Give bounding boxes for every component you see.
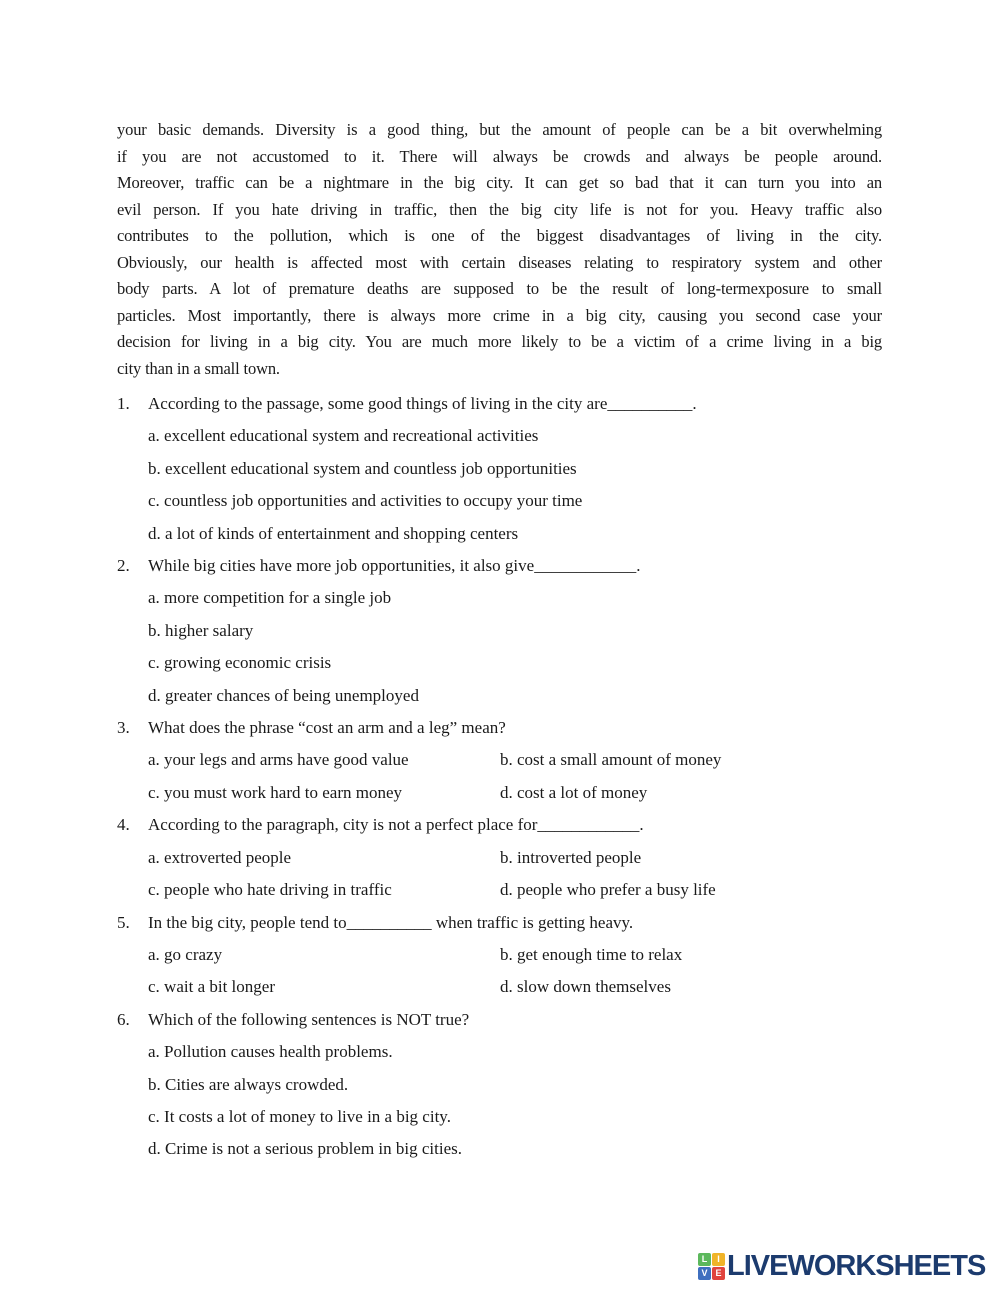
option-4c[interactable]: c. people who hate driving in traffic xyxy=(148,880,392,900)
option-2d[interactable]: d. greater chances of being unemployed xyxy=(148,685,419,705)
passage-line: evil person. If you hate driving in traffic, then the big city life is not for you. Heavy traffic also xyxy=(117,199,882,219)
options-question-2 xyxy=(117,582,882,712)
option-1b[interactable]: b. excellent educational system and countless job opportunities xyxy=(148,458,577,478)
option-3c[interactable]: c. you must work hard to earn money xyxy=(148,782,402,802)
option-6b[interactable]: b. Cities are always crowded. xyxy=(148,1074,349,1094)
option-6c[interactable]: c. It costs a lot of money to live in a big city. xyxy=(148,1106,451,1126)
option-3b[interactable]: b. cost a small amount of money xyxy=(500,750,722,770)
question-number: 3. xyxy=(117,718,130,738)
options-question-5 xyxy=(117,939,882,1004)
option-3d[interactable]: d. cost a lot of money xyxy=(500,782,648,802)
question-5 xyxy=(117,907,882,1004)
question-prompt: While big cities have more job opportunities, it also give____________. xyxy=(148,556,641,576)
option-2c[interactable]: c. growing economic crisis xyxy=(148,653,332,673)
options-question-4 xyxy=(117,842,882,907)
question-prompt: In the big city, people tend to__________ when traffic is getting heavy. xyxy=(148,912,634,932)
options-question-6 xyxy=(117,1036,882,1166)
option-5a[interactable]: a. go crazy xyxy=(148,944,223,964)
passage-line: your basic demands. Diversity is a good thing, but the amount of people can be a bit overwhelming xyxy=(117,120,882,139)
passage-line: particles. Most importantly, there is always more crime in a big city, causing you second case your xyxy=(117,305,882,325)
question-1 xyxy=(117,388,882,550)
liveworksheets-wordmark: LIVEWORKSHEETS xyxy=(727,1250,986,1282)
option-3a[interactable]: a. your legs and arms have good value xyxy=(148,750,409,770)
option-6a[interactable]: a. Pollution causes health problems. xyxy=(148,1042,393,1062)
logo-square-v: V xyxy=(698,1267,711,1280)
question-prompt: What does the phrase “cost an arm and a leg” mean? xyxy=(148,718,506,738)
option-5b[interactable]: b. get enough time to relax xyxy=(500,944,683,964)
question-prompt: According to the passage, some good things of living in the city are__________. xyxy=(148,394,697,413)
options-question-3 xyxy=(117,744,882,809)
question-number: 2. xyxy=(117,556,130,576)
option-2a[interactable]: a. more competition for a single job xyxy=(148,588,392,608)
question-prompt: According to the paragraph, city is not a perfect place for____________. xyxy=(148,815,644,835)
logo-square-l: L xyxy=(698,1253,711,1266)
question-prompt: Which of the following sentences is NOT true? xyxy=(148,1009,470,1029)
passage-line: city than in a small town. xyxy=(117,358,280,378)
passage-line: decision for living in a big city. You are much more likely to be a victim of a crime living in a big xyxy=(117,332,882,351)
option-4a[interactable]: a. extroverted people xyxy=(148,847,292,867)
option-5d[interactable]: d. slow down themselves xyxy=(500,977,671,997)
question-4 xyxy=(117,809,882,906)
option-4b[interactable]: b. introverted people xyxy=(500,847,642,867)
worksheet-content xyxy=(117,117,882,1166)
option-1d[interactable]: d. a lot of kinds of entertainment and shopping centers xyxy=(148,523,519,543)
option-1c[interactable]: c. countless job opportunities and activities to occupy your time xyxy=(148,491,583,511)
passage-line: Obviously, our health is affected most with certain diseases relating to respiratory system and other xyxy=(117,252,882,272)
option-4d[interactable]: d. people who prefer a busy life xyxy=(500,880,716,900)
question-list xyxy=(117,388,882,1166)
option-5c[interactable]: c. wait a bit longer xyxy=(148,977,275,997)
question-6 xyxy=(117,1004,882,1166)
passage-line: body parts. A lot of premature deaths are supposed to be the result of long-termexposure to small xyxy=(117,279,882,298)
liveworksheets-logo-icon xyxy=(698,1253,725,1280)
passage-line: contributes to the pollution, which is one of the biggest disadvantages of living in the city. xyxy=(117,226,882,245)
question-number: 6. xyxy=(117,1009,130,1029)
option-1a[interactable]: a. excellent educational system and recreational activities xyxy=(148,426,539,446)
passage-paragraph xyxy=(117,117,882,382)
options-question-1 xyxy=(117,420,882,550)
question-number: 4. xyxy=(117,815,130,835)
option-2b[interactable]: b. higher salary xyxy=(148,620,254,640)
passage-line: Moreover, traffic can be a nightmare in the big city. It can get so bad that it can turn you into an xyxy=(117,173,882,192)
liveworksheets-logo[interactable] xyxy=(698,1252,985,1281)
option-6d[interactable]: d. Crime is not a serious problem in big cities. xyxy=(148,1139,462,1159)
question-3 xyxy=(117,712,882,809)
logo-square-e: E xyxy=(712,1267,725,1280)
question-2 xyxy=(117,550,882,712)
passage-line: if you are not accustomed to it. There will always be crowds and always be people around. xyxy=(117,146,882,166)
question-number: 1. xyxy=(117,394,130,413)
question-number: 5. xyxy=(117,912,130,932)
logo-square-i: I xyxy=(712,1253,725,1266)
